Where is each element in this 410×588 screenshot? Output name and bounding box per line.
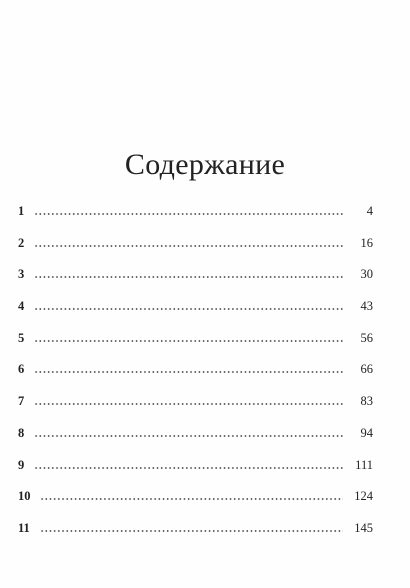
toc-entry: [18, 489, 373, 521]
dot-leader: [34, 308, 343, 310]
dot-leader: [40, 498, 343, 500]
table-of-contents: [18, 204, 373, 553]
page-number: 66: [360, 362, 373, 377]
toc-entry: [18, 394, 373, 426]
toc-entry: [18, 426, 373, 458]
dot-leader: [34, 276, 343, 278]
dot-leader: [34, 213, 343, 215]
chapter-number: 5: [18, 330, 25, 345]
toc-entry: [18, 331, 373, 363]
chapter-number: 7: [18, 394, 25, 409]
chapter-number: 1: [18, 204, 25, 218]
page-number: 16: [360, 235, 373, 250]
page-number: 56: [360, 330, 373, 345]
page-number: 94: [360, 425, 373, 440]
chapter-number: 3: [18, 267, 25, 282]
toc-entry: [18, 299, 373, 331]
toc-entry: [18, 267, 373, 299]
dot-leader: [34, 467, 343, 469]
dot-leader: [34, 403, 343, 405]
dot-leader: [40, 530, 343, 532]
toc-entry: [18, 458, 373, 490]
toc-entry: [18, 362, 373, 394]
dot-leader: [34, 340, 343, 342]
page-number: 124: [354, 489, 373, 504]
page-number: 83: [360, 394, 373, 409]
page-number: 111: [355, 457, 373, 472]
toc-entry: [18, 236, 373, 268]
chapter-number: 10: [18, 489, 31, 504]
page-number: 43: [360, 299, 373, 314]
chapter-number: 9: [18, 457, 25, 472]
dot-leader: [34, 435, 343, 437]
page-title: Содержание: [124, 148, 286, 182]
chapter-number: 8: [18, 425, 25, 440]
chapter-number: 11: [18, 520, 30, 535]
dot-leader: [34, 371, 343, 373]
dot-leader: [34, 245, 343, 247]
chapter-number: 2: [18, 235, 25, 250]
page-number: 145: [354, 520, 373, 535]
page-number: 30: [360, 267, 373, 282]
toc-entry: [18, 204, 373, 236]
page-number: 4: [366, 204, 373, 218]
toc-entry: [18, 521, 373, 553]
chapter-number: 6: [18, 362, 25, 377]
chapter-number: 4: [18, 299, 25, 314]
